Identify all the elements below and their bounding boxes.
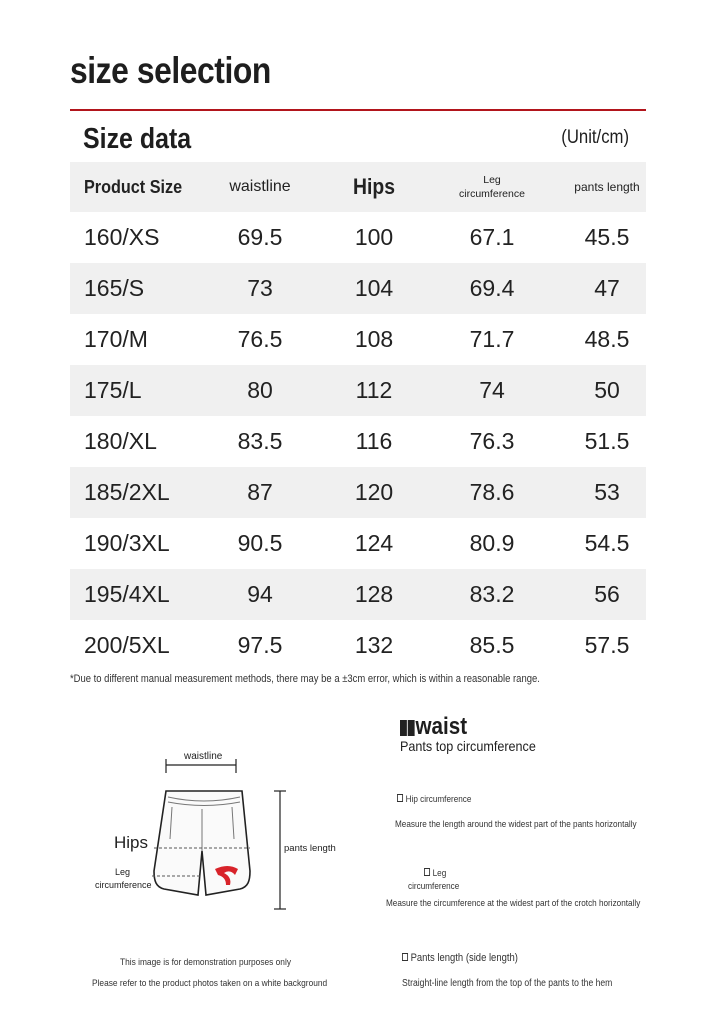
unit-label: (Unit/cm) bbox=[561, 127, 629, 148]
cell-waistline: 69.5 bbox=[237, 224, 283, 250]
waist-title: waist bbox=[415, 713, 468, 740]
leg-label-line-2: circumference bbox=[408, 881, 460, 892]
cell-length: 51.5 bbox=[584, 428, 630, 454]
cell-size: 170/M bbox=[84, 326, 148, 352]
header-pants-length: pants length bbox=[574, 180, 640, 194]
cell-hips: 116 bbox=[355, 428, 393, 454]
cell-length: 48.5 bbox=[584, 326, 630, 352]
cell-waistline: 73 bbox=[247, 275, 273, 301]
cell-hips: 104 bbox=[354, 275, 394, 301]
cell-size: 195/4XL bbox=[84, 581, 170, 607]
cell-length: 54.5 bbox=[584, 530, 630, 556]
cell-length: 56 bbox=[594, 581, 620, 607]
cell-hips: 108 bbox=[354, 326, 394, 352]
cell-hips: 112 bbox=[355, 377, 393, 403]
cell-size: 175/L bbox=[84, 377, 142, 403]
cell-leg: 85.5 bbox=[469, 632, 515, 658]
cell-waistline: 90.5 bbox=[237, 530, 283, 556]
cell-leg: 76.3 bbox=[469, 428, 515, 454]
cell-length: 57.5 bbox=[584, 632, 630, 658]
leg-description: Measure the circumference at the widest part of the crotch horizontally bbox=[386, 898, 641, 909]
cell-size: 200/5XL bbox=[84, 632, 170, 658]
diagram-circumference-label: circumference bbox=[95, 880, 152, 890]
demo-note-1: This image is for demonstration purposes only bbox=[120, 957, 292, 968]
cell-waistline: 94 bbox=[247, 581, 273, 607]
diagram-hips-label: Hips bbox=[114, 833, 149, 852]
table-row bbox=[70, 569, 646, 620]
header-waistline: waistline bbox=[229, 178, 291, 195]
table-row bbox=[70, 263, 646, 314]
cell-waistline: 76.5 bbox=[237, 326, 283, 352]
hip-label-text: Hip circumference bbox=[405, 794, 472, 805]
bullet-icon bbox=[424, 868, 430, 876]
cell-leg: 67.1 bbox=[469, 224, 515, 250]
table-row bbox=[70, 416, 646, 467]
cell-size: 165/S bbox=[84, 275, 145, 301]
size-table bbox=[70, 162, 646, 671]
cell-leg: 69.4 bbox=[469, 275, 515, 301]
cell-size: 190/3XL bbox=[84, 530, 170, 556]
title-divider bbox=[70, 109, 646, 111]
diagram-leg-label: Leg bbox=[115, 867, 131, 877]
header-leg: Leg bbox=[483, 174, 501, 186]
diagram-pants-length-label: pants length bbox=[284, 843, 336, 854]
cell-hips: 124 bbox=[354, 530, 394, 556]
header-product-size: Product Size bbox=[84, 176, 183, 197]
waist-heading bbox=[400, 713, 467, 741]
header-circumference: circumference bbox=[459, 188, 525, 200]
hip-description: Measure the length around the widest part of the pants horizontally bbox=[395, 819, 637, 830]
cell-leg: 80.9 bbox=[469, 530, 515, 556]
demo-note-2: Please refer to the product photos taken on a white background bbox=[92, 978, 328, 989]
bullet-icon bbox=[397, 794, 403, 802]
section-title: Size data bbox=[83, 123, 192, 155]
cell-leg: 71.7 bbox=[469, 326, 515, 352]
length-label bbox=[402, 952, 518, 964]
cell-hips: 120 bbox=[354, 479, 394, 505]
cell-hips: 100 bbox=[354, 224, 394, 250]
page-title: size selection bbox=[70, 50, 271, 91]
hip-label bbox=[397, 794, 471, 805]
table-header-row bbox=[70, 162, 646, 212]
table-row bbox=[70, 518, 646, 569]
cell-length: 47 bbox=[594, 275, 620, 301]
length-description: Straight-line length from the top of the pants to the hem bbox=[402, 978, 613, 989]
bullet-icon bbox=[402, 953, 408, 961]
cell-length: 45.5 bbox=[584, 224, 630, 250]
length-label-text: Pants length (side length) bbox=[410, 952, 518, 964]
table-row bbox=[70, 212, 646, 263]
cell-size: 160/XS bbox=[84, 224, 160, 250]
waist-marker-icon bbox=[400, 720, 407, 736]
cell-length: 53 bbox=[594, 479, 620, 505]
leg-label bbox=[424, 868, 446, 879]
shorts-diagram bbox=[90, 745, 340, 925]
leg-label-text: Leg bbox=[432, 868, 447, 879]
diagram-waistline-label: waistline bbox=[184, 751, 223, 762]
waist-description: Pants top circumference bbox=[400, 738, 536, 754]
header-leg-circumference bbox=[430, 162, 554, 212]
cell-waistline: 87 bbox=[247, 479, 273, 505]
table-row bbox=[70, 314, 646, 365]
cell-leg: 74 bbox=[479, 377, 505, 403]
cell-size: 180/XL bbox=[84, 428, 157, 454]
table-row bbox=[70, 620, 646, 671]
waist-marker-icon-2 bbox=[408, 720, 415, 736]
cell-length: 50 bbox=[594, 377, 620, 403]
cell-leg: 78.6 bbox=[469, 479, 515, 505]
cell-waistline: 97.5 bbox=[237, 632, 283, 658]
measurement-footnote: *Due to different manual measurement methods, there may be a ±3cm error, which is within a reasonable range. bbox=[70, 673, 540, 685]
table-row bbox=[70, 365, 646, 416]
cell-waistline: 83.5 bbox=[237, 428, 283, 454]
table-row bbox=[70, 467, 646, 518]
cell-hips: 128 bbox=[354, 581, 394, 607]
header-hips: Hips bbox=[353, 174, 395, 199]
cell-leg: 83.2 bbox=[469, 581, 515, 607]
cell-waistline: 80 bbox=[247, 377, 273, 403]
cell-size: 185/2XL bbox=[84, 479, 170, 505]
cell-hips: 132 bbox=[354, 632, 394, 658]
